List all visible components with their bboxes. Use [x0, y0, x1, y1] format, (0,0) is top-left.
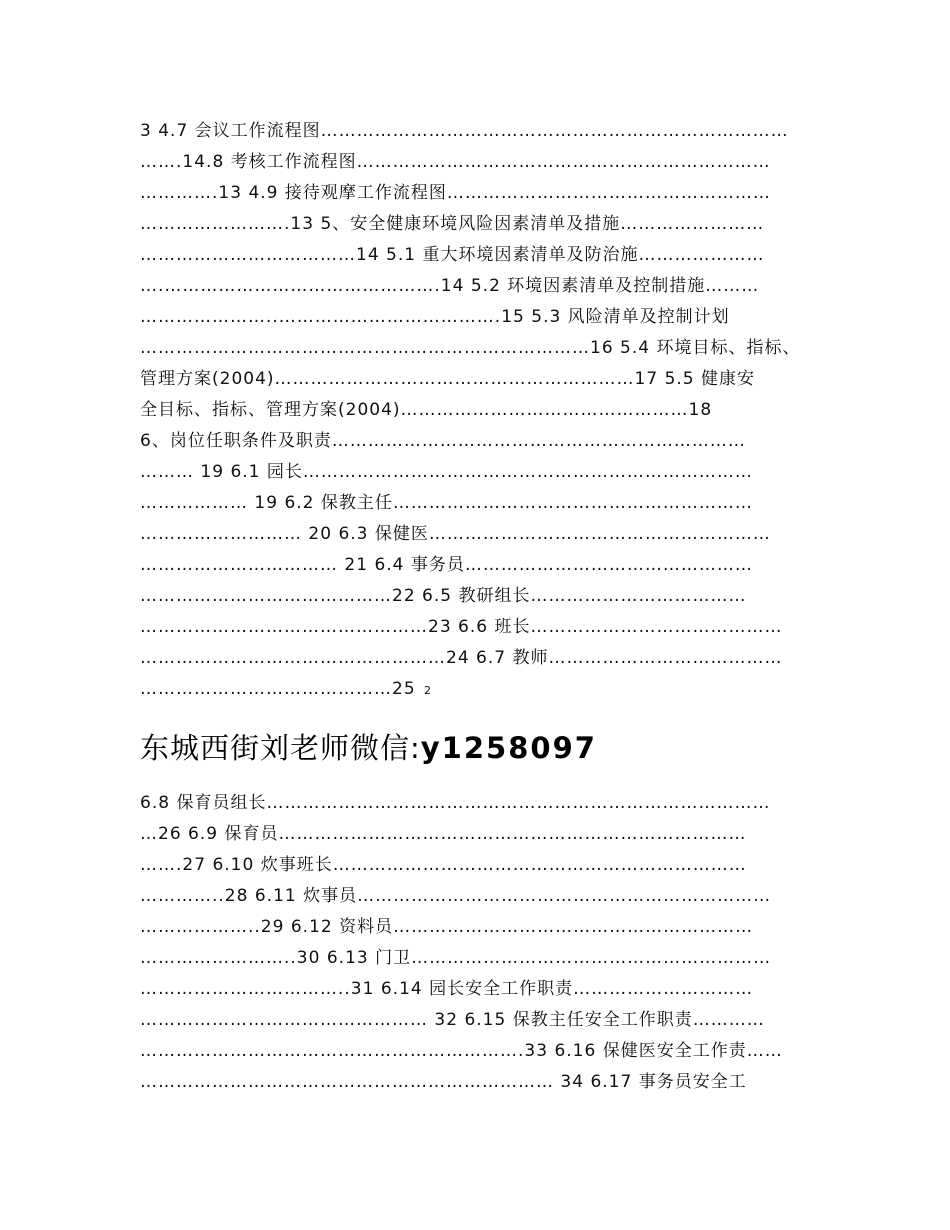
toc-line: ……………………………………………………….33 6.16 保健医安全工作责……	[140, 1041, 783, 1061]
toc-line-last	[140, 674, 820, 705]
toc-line: ……………………..30 6.13 门卫……………………………………………………	[140, 948, 772, 968]
toc-line: …26 6.9 保育员……………………………………………………………………	[140, 824, 747, 844]
toc-list-top	[140, 116, 820, 705]
toc-line: …………………………………………………………… 34 6.17 事务员安全工	[140, 1072, 747, 1092]
toc-line: ……………………………………………24 6.7 教师…………………………………	[140, 648, 783, 668]
toc-line: ……………………… 20 6.3 保健医…………………………………………………	[140, 524, 771, 544]
toc-line: …………………………… 21 6.4 事务员…………………………………………	[140, 555, 753, 575]
toc-line: ………………………………14 5.1 重大环境因素清单及防治施…………………	[140, 245, 765, 265]
toc-line: …….14.8 考核工作流程图……………………………………………………………	[140, 152, 771, 172]
toc-line: …………………………………………23 6.6 班长……………………………………	[140, 617, 783, 637]
toc-line: ……………… 19 6.2 保教主任……………………………………………………	[140, 493, 753, 513]
toc-line: ………….13 4.9 接待观摩工作流程图………………………………………………	[140, 183, 771, 203]
contact-heading-prefix: 东城西街刘老师微信:	[140, 731, 421, 765]
page-number: 2	[424, 684, 432, 697]
toc-line: 3 4.7 会议工作流程图……………………………………………………………………	[140, 121, 789, 141]
toc-list-bottom	[140, 788, 820, 1098]
toc-line-text: ……………………………………25	[140, 679, 416, 699]
toc-line: ……………………………..31 6.14 园长安全工作职责…………………………	[140, 979, 754, 999]
toc-line: 6.8 保育员组长…………………………………………………………………………	[140, 793, 771, 813]
toc-line: …….27 6.10 炊事班长……………………………………………………………	[140, 855, 747, 875]
toc-line: …………………..……………………………….15 5.3 风险清单及控制计划	[140, 307, 730, 327]
toc-line: 6、岗位任职条件及职责……………………………………………………………	[140, 431, 746, 451]
contact-heading	[140, 726, 597, 770]
toc-line: ….……………………………………….14 5.2 环境因素清单及控制措施………	[140, 276, 760, 296]
toc-line: …………………………………………………………………16 5.4 环境目标、指标、	[140, 338, 801, 358]
toc-line: ……………………………………22 6.5 教研组长………………………………	[140, 586, 747, 606]
toc-line: ………………..29 6.12 资料员……………………………………………………	[140, 917, 754, 937]
toc-line: ………………………………………… 32 6.15 保教主任安全工作职责…………	[140, 1010, 765, 1030]
toc-line: …………..28 6.11 炊事员……………………………………………………………	[140, 886, 772, 906]
toc-line: 全目标、指标、管理方案(2004)…………………………………………18	[140, 400, 713, 420]
contact-heading-id: y1258097	[420, 731, 597, 765]
toc-line: 管理方案(2004)……………………………………………………17 5.5 健康安	[140, 369, 756, 389]
toc-line: …………………….13 5、安全健康环境风险因素清单及措施……………………	[140, 214, 765, 234]
toc-line: ……… 19 6.1 园长…………………………………………………………………	[140, 462, 753, 482]
